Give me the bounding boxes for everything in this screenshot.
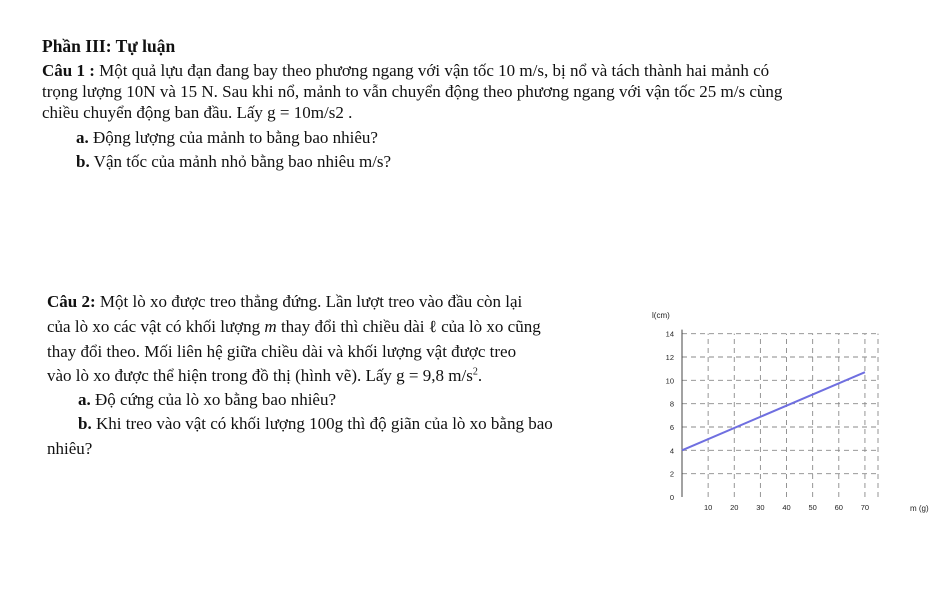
q2-a-label: a. — [78, 390, 91, 409]
y-tick-label: 12 — [665, 353, 674, 362]
x-tick-label: 10 — [703, 503, 713, 512]
x-tick-label: 40 — [782, 503, 791, 512]
q2-var-m: m — [264, 317, 277, 336]
q2-gravity-exp: 2 — [472, 366, 478, 378]
q2-line-b-cont: nhiêu? — [47, 439, 93, 458]
y-tick-label: 6 — [669, 423, 674, 432]
q1-b-label: b. — [76, 152, 90, 171]
q1-part-b — [76, 152, 391, 172]
y-tick-label: 2 — [669, 469, 674, 479]
q2-b-label: b. — [78, 414, 92, 433]
series-line — [682, 372, 865, 450]
q2-gravity: g = 9,8 m/s — [396, 366, 473, 385]
length-mass-graph — [645, 305, 940, 520]
y-tick-label: 8 — [669, 399, 674, 409]
y-tick-label: 10 — [665, 376, 674, 386]
q1-line-1 — [42, 61, 769, 81]
origin-label: 0 — [669, 493, 674, 502]
q2-text-4a: vào lò xo được thể hiện trong đồ thị (hình vẽ). Lấy — [47, 366, 397, 385]
q2-part-a — [78, 390, 336, 410]
x-axis-label: m (g) — [910, 504, 929, 513]
y-tick-label: 4 — [669, 446, 674, 456]
q2-b-text: Khi treo vào vật có khối lượng 100g thì độ giãn của lò xo bằng bao — [91, 414, 553, 433]
q2-text-2a: của lò xo các vật có khối lượng — [47, 317, 265, 336]
y-axis-label: l(cm) — [652, 311, 670, 320]
q2-line-2 — [47, 317, 541, 337]
q2-label: Câu 2: — [47, 292, 96, 311]
x-tick-label: 70 — [860, 503, 870, 512]
x-tick-label: 50 — [808, 503, 817, 512]
q1-label: Câu 1 : — [42, 61, 95, 80]
q1-part-a — [76, 128, 378, 148]
q2-line-4 — [47, 366, 482, 386]
q1-a-text: Động lượng của mảnh to bằng bao nhiêu? — [88, 128, 378, 147]
q2-a-text: Độ cứng của lò xo bằng bao nhiêu? — [90, 390, 337, 409]
q1-line-3: chiều chuyển động ban đầu. Lấy g = 10m/s2 . — [42, 103, 353, 122]
q2-line-1 — [47, 292, 522, 312]
q2-text-4end: . — [477, 366, 483, 385]
y-tick-label: 14 — [665, 329, 674, 339]
q2-text-2b: thay đổi thì chiều dài ℓ của lò xo cũng — [276, 317, 541, 336]
section-title: Phần III: Tự luận — [42, 36, 176, 56]
x-tick-label: 20 — [730, 503, 739, 512]
x-tick-label: 30 — [756, 503, 765, 512]
q1-a-label: a. — [76, 128, 89, 147]
q1-text-1: Một quả lựu đạn đang bay theo phương ngang với vận tốc 10 m/s, bị nổ và tách thành hai mảnh có — [99, 61, 770, 80]
x-tick-label: 60 — [834, 503, 843, 512]
q1-line-2: trọng lượng 10N và 15 N. Sau khi nổ, mảnh to vẫn chuyển động theo phương ngang với vận tốc 25 m/s cùng — [42, 82, 783, 101]
q2-part-b — [78, 414, 553, 434]
q2-line-3: thay đổi theo. Mối liên hệ giữa chiều dài và khối lượng vật được treo — [47, 342, 517, 361]
q1-b-text: Vận tốc của mảnh nhỏ bằng bao nhiêu m/s? — [89, 152, 392, 171]
q2-text-1: Một lò xo được treo thẳng đứng. Lần lượt treo vào đầu còn lại — [95, 292, 523, 311]
